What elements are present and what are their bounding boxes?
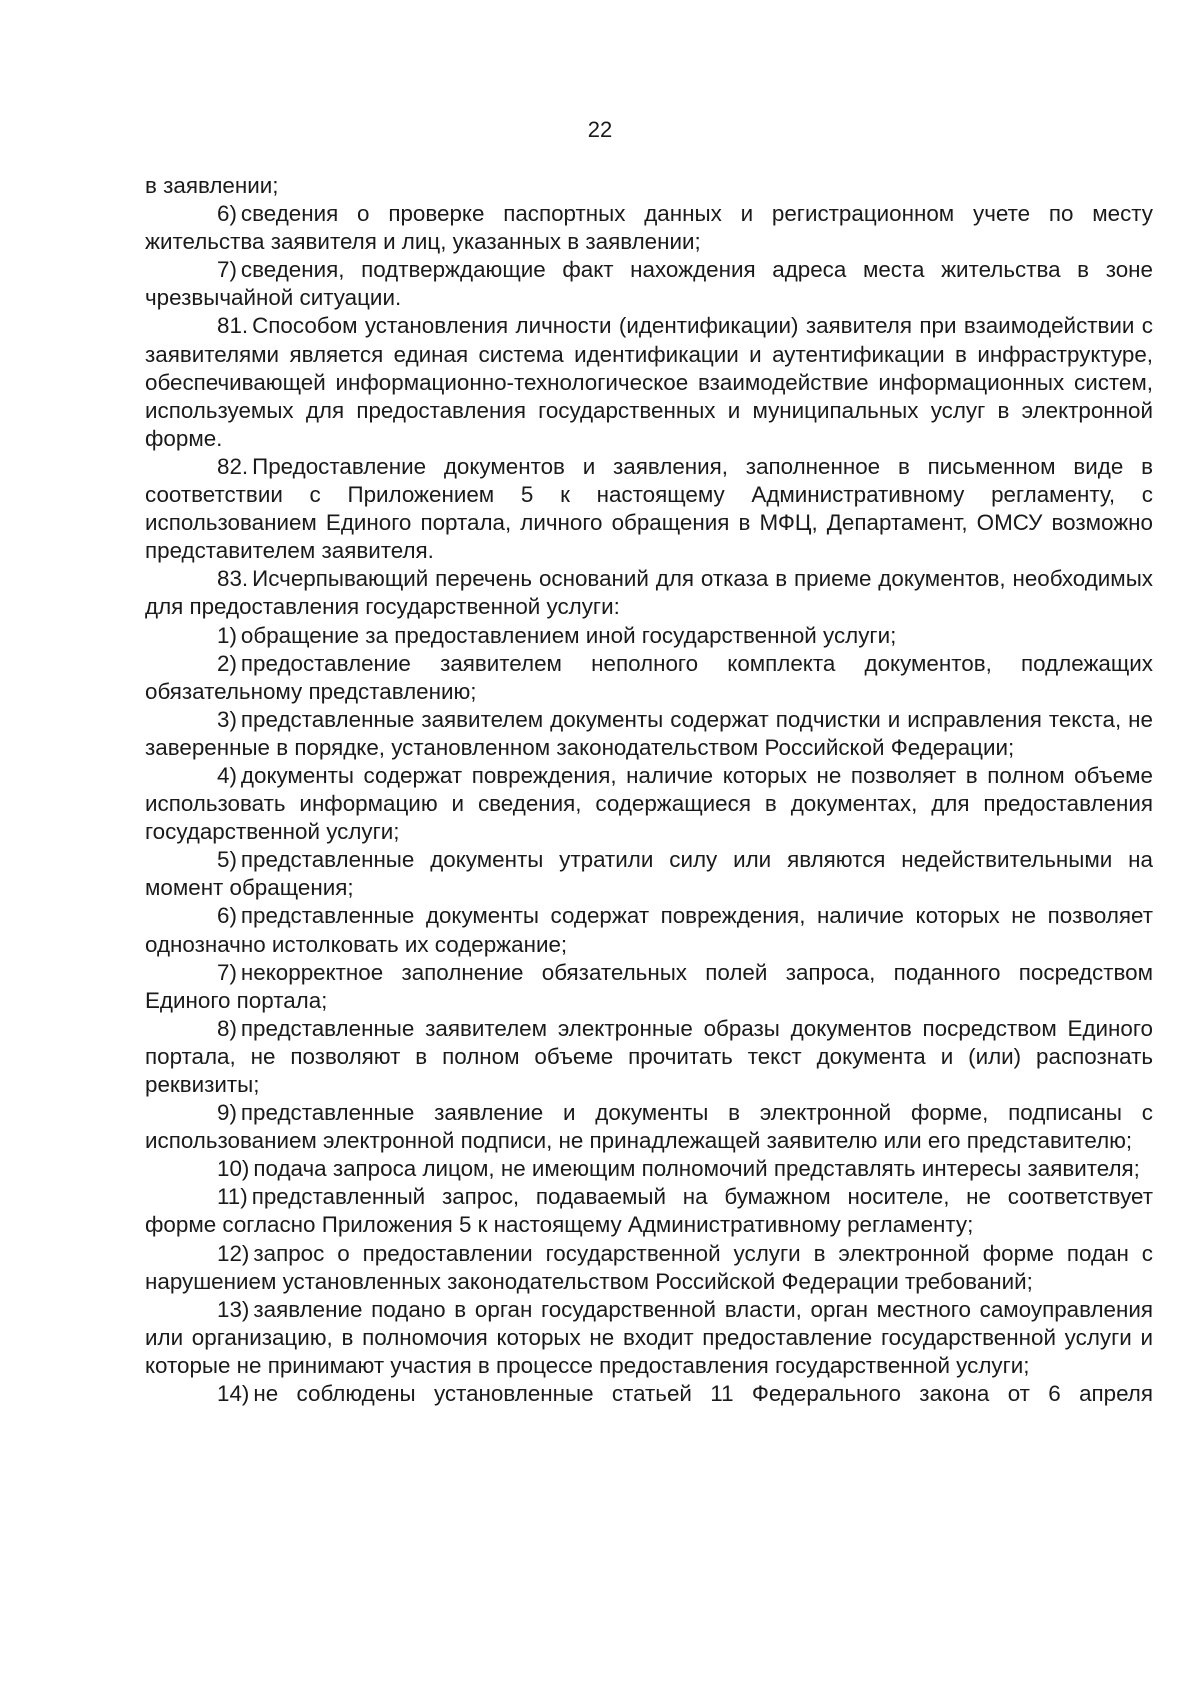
paragraph-text: в заявлении; — [145, 173, 279, 198]
paragraph — [145, 762, 1153, 846]
paragraph-text: сведения, подтверждающие факт нахождения адреса места жительства в зоне чрезвычайной ситуации. — [145, 257, 1153, 311]
paragraph-text: представленные документы утратили силу или являются недействительными на момент обращения; — [145, 847, 1153, 901]
paragraph — [145, 846, 1153, 902]
paragraph — [145, 1015, 1153, 1099]
paragraph — [145, 622, 1153, 650]
paragraph — [145, 312, 1153, 452]
paragraph-text: Исчерпывающий перечень оснований для отказа в приеме документов, необходимых для предоставления государственной услуги: — [145, 566, 1153, 620]
paragraph-number: 12) — [217, 1240, 250, 1266]
paragraph — [145, 1155, 1153, 1183]
paragraph-number: 3) — [217, 706, 237, 732]
paragraph-number: 7) — [217, 959, 237, 985]
paragraph-text: представленные документы содержат повреждения, наличие которых не позволяет однозначно истолковать их содержание; — [145, 903, 1153, 957]
paragraph — [145, 200, 1153, 256]
paragraph — [145, 1240, 1153, 1296]
paragraph-number: 13) — [217, 1296, 250, 1322]
paragraph-text: Способом установления личности (идентификации) заявителя при взаимодействии с заявителями является единая система идентификации и аутентификации в инфраструктуре, обеспечивающей информационно-технологическое взаимодействие информационных систем, используемых для предоставления государственных и муниципальных услуг в электронной форме. — [145, 313, 1153, 451]
paragraph — [145, 706, 1153, 762]
paragraph — [145, 1099, 1153, 1155]
paragraph-number: 10) — [217, 1156, 250, 1182]
paragraph-number: 6) — [217, 201, 237, 227]
paragraph-text: Предоставление документов и заявления, заполненное в письменном виде в соответствии с Приложением 5 к настоящему Административному регламенту, с использованием Единого портала, личного обращения в МФЦ, Департамент, ОМСУ возможно представителем заявителя. — [145, 453, 1153, 564]
paragraph-number: 4) — [217, 762, 237, 788]
page-number: 22 — [587, 117, 613, 142]
paragraph — [145, 650, 1153, 706]
paragraph-text: запрос о предоставлении государственной услуги в электронной форме подан с нарушением установленных законодательством Российской Федерации требований; — [145, 1240, 1153, 1294]
document-body — [145, 172, 1153, 1408]
paragraph-number: 83. — [217, 566, 249, 592]
paragraph-number: 8) — [217, 1015, 237, 1041]
paragraph-text: подача запроса лицом, не имеющим полномочий представлять интересы заявителя; — [253, 1156, 1140, 1182]
paragraph-text: обращение за предоставлением иной государственной услуги; — [240, 622, 897, 648]
paragraph-text: предоставление заявителем неполного комплекта документов, подлежащих обязательному представлению; — [145, 650, 1153, 704]
paragraph — [145, 256, 1153, 312]
paragraph — [145, 453, 1153, 565]
paragraph-text: представленные заявителем электронные образы документов посредством Единого портала, не позволяют в полном объеме прочитать текст документа и (или) распознать реквизиты; — [145, 1015, 1153, 1097]
paragraph — [145, 1380, 1153, 1408]
paragraph — [145, 1183, 1153, 1239]
paragraph-text: представленные заявление и документы в электронной форме, подписаны с использованием электронной подписи, не принадлежащей заявителю или его представителю; — [145, 1100, 1153, 1154]
paragraph-number: 11) — [217, 1184, 248, 1210]
paragraph-number: 5) — [217, 847, 237, 873]
paragraph-text: представленные заявителем документы содержат подчистки и исправления текста, не заверенные в порядке, установленном законодательством Российской Федерации; — [145, 706, 1153, 760]
paragraph-text: некорректное заполнение обязательных полей запроса, поданного посредством Единого портала; — [145, 959, 1153, 1013]
paragraph — [145, 172, 1153, 200]
paragraph-text: не соблюдены установленные статьей 11 Федерального закона от 6 апреля — [253, 1381, 1153, 1407]
paragraph-number: 14) — [217, 1381, 250, 1407]
paragraph-number: 82. — [217, 453, 249, 479]
paragraph-text: представленный запрос, подаваемый на бумажном носителе, не соответствует форме согласно Приложения 5 к настоящему Административному регламенту; — [145, 1184, 1153, 1238]
paragraph-text: заявление подано в орган государственной власти, орган местного самоуправления или организацию, в полномочия которых не входит предоставление государственной услуги и которые не принимают участия в процессе предоставления государственной услуги; — [145, 1296, 1153, 1378]
paragraph-number: 81. — [217, 313, 249, 339]
paragraph-number: 9) — [217, 1100, 237, 1126]
paragraph — [145, 565, 1153, 621]
paragraph-text: документы содержат повреждения, наличие которых не позволяет в полном объеме использовать информацию и сведения, содержащиеся в документах, для предоставления государственной услуги; — [145, 762, 1153, 845]
paragraph-number: 1) — [217, 622, 237, 648]
paragraph-number: 6) — [217, 903, 237, 929]
paragraph-number: 7) — [217, 257, 237, 283]
paragraph — [145, 1296, 1153, 1380]
paragraph — [145, 902, 1153, 958]
paragraph — [145, 959, 1153, 1015]
paragraph-number: 2) — [217, 650, 237, 676]
paragraph-text: сведения о проверке паспортных данных и регистрационном учете по месту жительства заявителя и лиц, указанных в заявлении; — [145, 201, 1153, 255]
